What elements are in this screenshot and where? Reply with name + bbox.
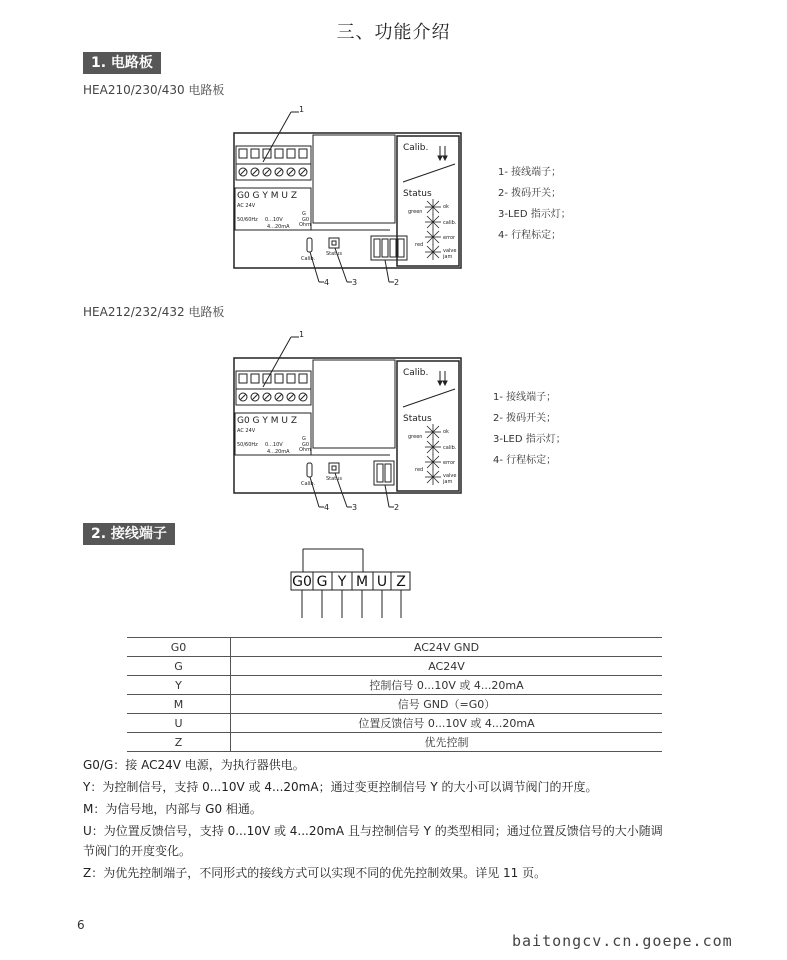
svg-text:3: 3 (352, 278, 358, 287)
page-title: 三、功能介绍 (336, 22, 451, 43)
svg-text:red: red (415, 242, 424, 248)
section-heading-terminals: 2. 接线端子 (83, 523, 175, 545)
board-b-name: HEA212/232/432 电路板 (83, 305, 225, 319)
pin-cell: Z (127, 733, 231, 752)
terminal-label: U (376, 574, 388, 590)
svg-text:AC 24V: AC 24V (237, 203, 256, 209)
svg-text:G: G (302, 436, 306, 442)
svg-text:Calib.: Calib. (301, 481, 316, 487)
svg-text:2: 2 (394, 503, 400, 512)
board-b-legend (493, 387, 566, 471)
legend-item: 2- 拨码开关； (493, 413, 557, 424)
terminal-label: Y (337, 574, 347, 590)
legend-item: 4- 行程标定； (498, 230, 562, 241)
svg-text:Calib.: Calib. (403, 143, 429, 153)
svg-text:4...20mA: 4...20mA (267, 449, 290, 455)
legend-item: 2- 拨码开关； (498, 188, 562, 199)
svg-text:3: 3 (352, 503, 358, 512)
pin-cell: G (127, 657, 231, 676)
svg-text:green: green (408, 434, 423, 440)
desc-cell: AC24V (231, 657, 663, 676)
svg-text:jam: jam (443, 254, 453, 260)
terminal-label: M (355, 574, 369, 590)
pin-cell: Y (127, 676, 231, 695)
table-row (127, 695, 662, 714)
legend-item: 3-LED 指示灯； (498, 209, 571, 220)
legend-item: 3-LED 指示灯； (493, 434, 566, 445)
description-line: M：为信号地，内部与 G0 相通。 (83, 802, 262, 816)
desc-cell: 位置反馈信号 0...10V 或 4...20mA (231, 714, 663, 733)
pin-cell: G0 (127, 638, 231, 657)
svg-text:error: error (443, 235, 456, 241)
svg-text:Status: Status (326, 251, 342, 257)
terminal-label: G (316, 574, 328, 590)
description-line: 节阀门的开度变化。 (83, 844, 192, 858)
board-a-name: HEA210/230/430 电路板 (83, 83, 225, 97)
svg-text:Status: Status (403, 414, 432, 424)
svg-text:green: green (408, 209, 423, 215)
description-line: Y：为控制信号，支持 0...10V 或 4...20mA；通过变更控制信号 Y 的大小可以调节阀门的开度。 (83, 780, 598, 794)
svg-text:4: 4 (324, 503, 330, 512)
circuit-board-diagram-b (225, 325, 470, 520)
svg-text:50/60Hz: 50/60Hz (237, 442, 258, 448)
svg-text:jam: jam (443, 479, 453, 485)
svg-text:G0 G Y M U Z: G0 G Y M U Z (237, 416, 297, 426)
svg-text:Ohm: Ohm (299, 222, 311, 228)
svg-text:4: 4 (324, 278, 330, 287)
pin-cell: M (127, 695, 231, 714)
svg-text:red: red (415, 467, 424, 473)
svg-text:0...10V: 0...10V (265, 217, 283, 223)
desc-cell: 信号 GND（=G0） (231, 695, 663, 714)
svg-text:valve: valve (443, 473, 457, 479)
svg-text:G: G (302, 211, 306, 217)
svg-text:Calib.: Calib. (301, 256, 316, 262)
svg-text:4...20mA: 4...20mA (267, 224, 290, 230)
terminal-signal-table (127, 637, 662, 752)
desc-cell: 控制信号 0...10V 或 4...20mA (231, 676, 663, 695)
desc-cell: 优先控制 (231, 733, 663, 752)
terminal-wiring-diagram (285, 545, 425, 625)
table-row (127, 676, 662, 695)
svg-text:ok: ok (443, 429, 449, 435)
svg-text:G0 G Y M U Z: G0 G Y M U Z (237, 191, 297, 201)
description-line: U：为位置反馈信号，支持 0...10V 或 4...20mA 且与控制信号 Y 的类型相同；通过位置反馈信号的大小随调 (83, 824, 663, 838)
terminal-label: Z (396, 574, 406, 590)
svg-text:1: 1 (299, 105, 305, 114)
svg-text:calib.: calib. (443, 445, 457, 451)
svg-text:0...10V: 0...10V (265, 442, 283, 448)
svg-text:calib.: calib. (443, 220, 457, 226)
table-row (127, 714, 662, 733)
svg-text:AC 24V: AC 24V (237, 428, 256, 434)
svg-text:G0: G0 (302, 442, 310, 448)
circuit-board-diagram-a (225, 100, 470, 295)
svg-text:Ohm: Ohm (299, 447, 311, 453)
table-row (127, 657, 662, 676)
svg-text:error: error (443, 460, 456, 466)
legend-item: 4- 行程标定； (493, 455, 557, 466)
legend-item: 1- 接线端子； (493, 392, 557, 403)
description-line: Z：为优先控制端子，不同形式的接线方式可以实现不同的优先控制效果。详见 11 页。 (83, 866, 547, 880)
page-number: 6 (77, 918, 85, 932)
table-row (127, 638, 662, 657)
board-a-legend (498, 162, 571, 246)
desc-cell: AC24V GND (231, 638, 663, 657)
svg-text:G0: G0 (302, 217, 310, 223)
legend-item: 1- 接线端子； (498, 167, 562, 178)
terminal-label: G0 (292, 574, 312, 590)
svg-text:50/60Hz: 50/60Hz (237, 217, 258, 223)
svg-text:Calib.: Calib. (403, 368, 429, 378)
svg-text:1: 1 (299, 330, 305, 339)
svg-text:Status: Status (326, 476, 342, 482)
table-row (127, 733, 662, 752)
svg-text:ok: ok (443, 204, 449, 210)
section-heading-circuit-board: 1. 电路板 (83, 52, 161, 74)
description-line: G0/G：接 AC24V 电源，为执行器供电。 (83, 758, 305, 772)
svg-text:valve: valve (443, 248, 457, 254)
watermark: baitongcv.cn.goepe.com (512, 932, 733, 950)
pin-cell: U (127, 714, 231, 733)
svg-text:Status: Status (403, 189, 432, 199)
svg-text:2: 2 (394, 278, 400, 287)
